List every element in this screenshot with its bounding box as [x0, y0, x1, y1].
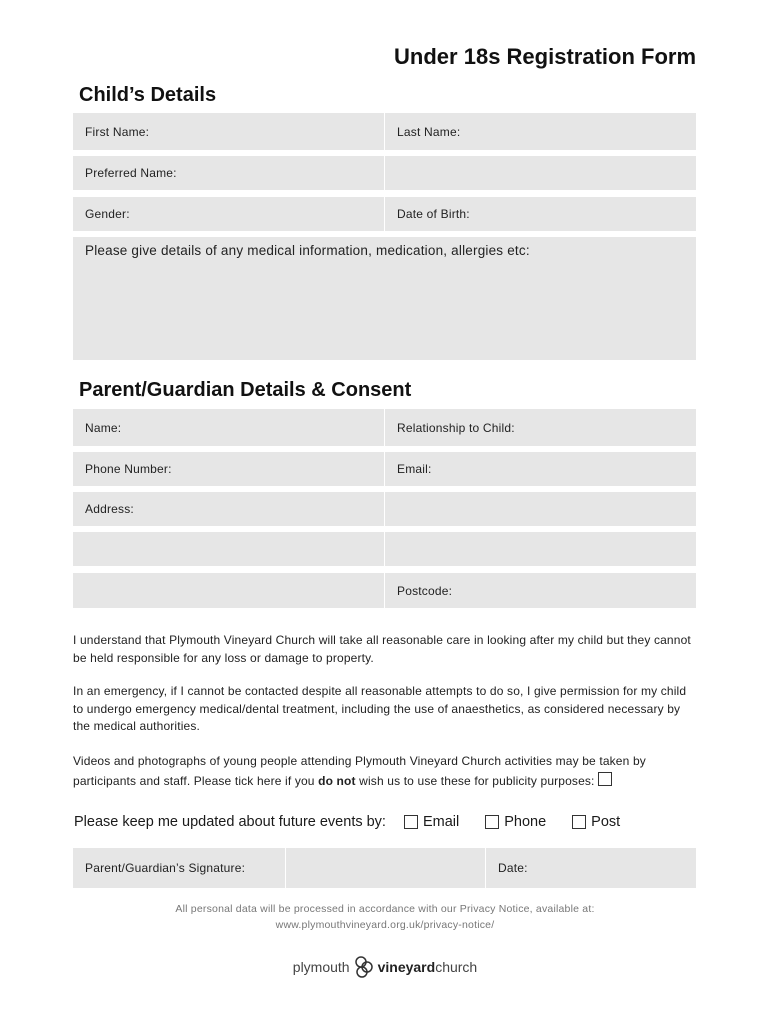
- address-line-2[interactable]: [73, 532, 384, 566]
- consent-photos-text-b: wish us to use these for publicity purposes:: [355, 773, 595, 788]
- date-label: Date:: [485, 848, 537, 888]
- updates-option-post[interactable]: [572, 814, 620, 830]
- preferred-name-field[interactable]: Preferred Name:: [73, 156, 384, 190]
- address-row-1: [73, 492, 696, 526]
- last-name-field[interactable]: Last Name:: [384, 113, 696, 150]
- consent-emergency-text: In an emergency, if I cannot be contacted despite all reasonable attempts to do so, I give permission for my child to undergo emergency medical/dental treatment, including the use of anaesthetics, as considered necessary by the medical authorities.: [73, 684, 687, 733]
- updates-option-email[interactable]: [404, 814, 459, 830]
- post-checkbox[interactable]: [572, 815, 586, 829]
- postcode-field[interactable]: Postcode:: [384, 573, 696, 608]
- logo-text-church: church: [435, 959, 478, 975]
- address-line-2-right[interactable]: [384, 532, 696, 566]
- signature-row: [73, 848, 696, 888]
- address-line-1-right[interactable]: [384, 492, 696, 526]
- consent-emergency: [73, 683, 698, 736]
- address-line-3[interactable]: [73, 573, 384, 608]
- parent-details-heading: Parent/Guardian Details & Consent: [79, 379, 412, 401]
- updates-label: Please keep me updated about future events by:: [74, 814, 386, 830]
- consent-property-text: I understand that Plymouth Vineyard Church will take all reasonable care in looking after my child but they cannot be held responsible for any loss or damage to property.: [73, 633, 691, 665]
- date-field[interactable]: [537, 848, 696, 888]
- address-row-2: [73, 532, 696, 566]
- relationship-field[interactable]: Relationship to Child:: [384, 409, 696, 446]
- consent-photos-text: [73, 752, 698, 791]
- parent-name-row: [73, 409, 696, 446]
- updates-option-phone[interactable]: [485, 814, 546, 830]
- address-row-3: [73, 573, 696, 608]
- post-option-label: Post: [591, 814, 621, 830]
- medical-row: [73, 237, 696, 360]
- address-field[interactable]: Address:: [73, 492, 384, 526]
- phone-checkbox[interactable]: [485, 815, 499, 829]
- email-field[interactable]: Email:: [384, 452, 696, 486]
- phone-option-label: Phone: [504, 814, 547, 830]
- phone-field[interactable]: Phone Number:: [73, 452, 384, 486]
- email-checkbox[interactable]: [404, 815, 418, 829]
- medical-info-field[interactable]: Please give details of any medical information, medication, allergies etc:: [73, 237, 696, 360]
- gender-field[interactable]: Gender:: [73, 197, 384, 231]
- logo-text-vineyard: vineyard: [377, 959, 436, 975]
- signature-field[interactable]: [285, 848, 485, 888]
- page-title: Under 18s Registration Form: [394, 44, 696, 69]
- first-name-field[interactable]: First Name:: [73, 113, 384, 150]
- logo-text-plymouth: plymouth: [292, 959, 350, 975]
- childs-details-heading: Child’s Details: [79, 84, 217, 106]
- preferred-name-blank[interactable]: [384, 156, 696, 190]
- updates-row: [74, 814, 620, 830]
- dob-field[interactable]: Date of Birth:: [384, 197, 696, 231]
- signature-label: Parent/Guardian’s Signature:: [73, 848, 285, 888]
- phone-email-row: [73, 452, 696, 486]
- vineyard-logo: [0, 955, 770, 979]
- consent-photos-do-not: do not: [318, 773, 356, 788]
- privacy-footer: [0, 901, 770, 933]
- consent-photos-text-a: Videos and photographs of young people attending Plymouth Vineyard Church activities may be taken by participants and staff. Please tick here if you: [73, 754, 646, 788]
- parent-name-field[interactable]: Name:: [73, 409, 384, 446]
- privacy-notice-text: All personal data will be processed in accordance with our Privacy Notice, available at:: [175, 903, 595, 915]
- privacy-notice-link[interactable]: www.plymouthvineyard.org.uk/privacy-notice/: [275, 919, 495, 931]
- consent-photos: [73, 752, 698, 791]
- gender-dob-row: [73, 197, 696, 231]
- child-name-row: [73, 113, 696, 150]
- consent-property: [73, 632, 698, 667]
- preferred-name-row: [73, 156, 696, 190]
- email-option-label: Email: [422, 814, 460, 830]
- vineyard-leaf-icon: [353, 955, 375, 979]
- photo-optout-checkbox[interactable]: [598, 772, 612, 786]
